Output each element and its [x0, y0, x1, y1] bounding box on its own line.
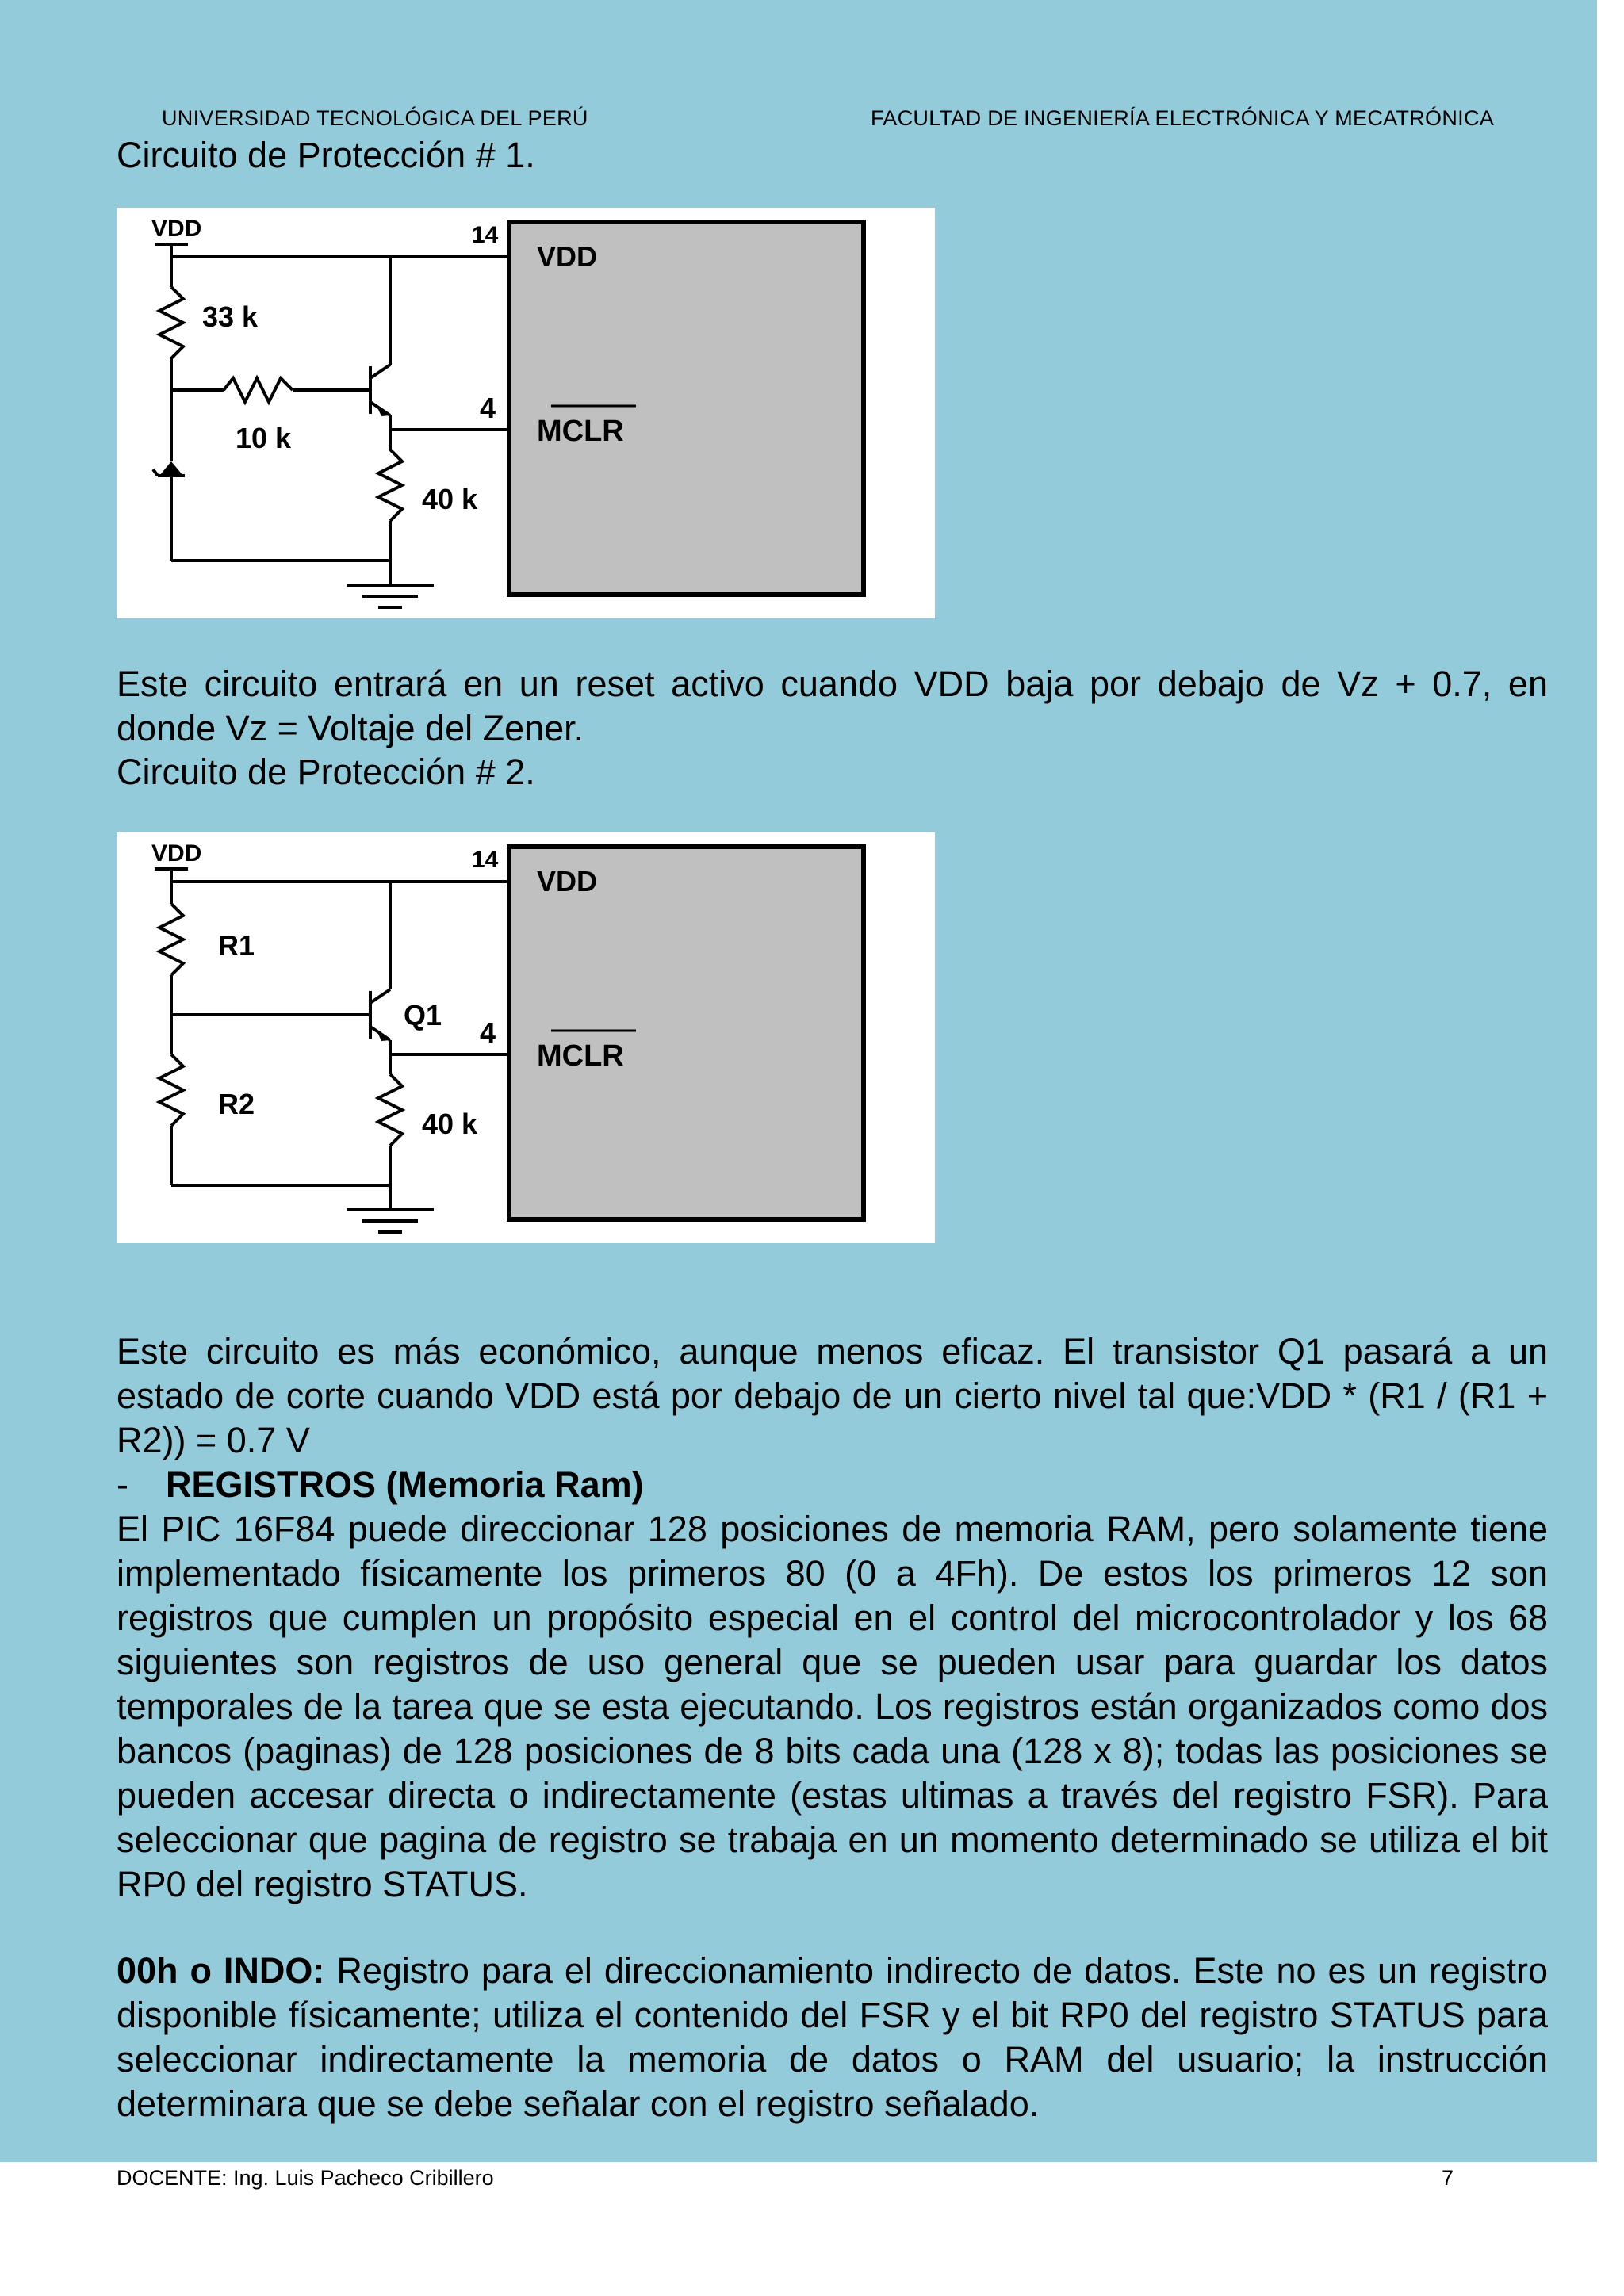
- registros-heading-line: [117, 1463, 1548, 1507]
- circuit2-pin4-label: 4: [480, 1016, 496, 1049]
- header-faculty: FACULTAD DE INGENIERÍA ELECTRÓNICA Y MECATRÓNICA: [871, 106, 1495, 130]
- circuit2-schematic: [117, 832, 935, 1243]
- indo-paragraph: [117, 1949, 1548, 2126]
- circuit2-resistor-40k-label: 40 k: [422, 1108, 478, 1140]
- circuit1-pin14-label: 14: [472, 222, 499, 248]
- circuit1-pin4-label: 4: [480, 392, 496, 424]
- circuit1-resistor-40k-label: 40 k: [422, 483, 478, 515]
- circuit1-title: Circuito de Protección # 1.: [117, 135, 535, 175]
- circuit1-description: Este circuito entrará en un reset activo cuando VDD baja por debajo de Vz + 0.7, en donde Vz = Voltaje del Zener.: [117, 664, 1548, 748]
- circuit1-diagram: [117, 208, 935, 618]
- circuit1-vdd-label: VDD: [151, 216, 202, 242]
- indo-text: Registro para el direccionamiento indirecto de datos. Este no es un registro disponible físicamente; utiliza el contenido del FSR y el bit RP0 del registro STATUS para seleccionar indirectamente la memoria de datos o RAM del usuario; la instrucción determinara que se debe señalar con el registro señalado.: [117, 1950, 1548, 2124]
- circuit2-pin14-label: 14: [472, 847, 499, 873]
- footer-docente: DOCENTE: Ing. Luis Pacheco Cribillero: [117, 2166, 494, 2190]
- circuit2-chip-vdd-label: VDD: [537, 865, 598, 897]
- header-university: UNIVERSIDAD TECNOLÓGICA DEL PERÚ: [162, 106, 588, 130]
- registros-paragraph: El PIC 16F84 puede direccionar 128 posiciones de memoria RAM, pero solamente tiene implementado físicamente los primeros 80 (0 a 4Fh). De estos los primeros 12 son registros que cumplen un propósito especial en el control del microcontrolador y los 68 siguientes son registros de uso general que se pueden usar para guardar los datos temporales de la tarea que se esta ejecutando. Los registros están organizados como dos bancos (paginas) de 128 posiciones de 8 bits cada una (128 x 8); todas las posiciones se pueden accesar directa o indirectamente (estas ultimas a través del registro FSR). Para seleccionar que pagina de registro se trabaja en un momento determinado se utiliza el bit RP0 del registro STATUS.: [117, 1509, 1548, 1904]
- circuit1-chip-vdd-label: VDD: [537, 240, 598, 273]
- circuit2-r2-label: R2: [218, 1088, 255, 1120]
- registros-heading: REGISTROS (Memoria Ram): [166, 1464, 644, 1505]
- circuit2-diagram: [117, 832, 935, 1243]
- circuit1-resistor-10k-label: 10 k: [236, 422, 292, 454]
- footer-page-number: 7: [1442, 2166, 1454, 2190]
- circuit1-resistor-33k-label: 33 k: [202, 300, 259, 333]
- circuit2-r1-label: R1: [218, 929, 255, 962]
- circuit2-description: Este circuito es más económico, aunque menos eficaz. El transistor Q1 pasará a un estado de corte cuando VDD está por debajo de un cierto nivel tal que:VDD * (R1 / (R1 + R2)) = 0.7 V: [117, 1331, 1548, 1460]
- circuit1-chip-mclr-label: MCLR: [537, 415, 624, 448]
- circuit2-vdd-label: VDD: [151, 840, 202, 867]
- circuit1-schematic: [117, 208, 935, 618]
- indo-term: 00h o INDO:: [117, 1950, 325, 1991]
- circuit2-q1-label: Q1: [404, 999, 442, 1031]
- circuit2-title: Circuito de Protección # 2.: [117, 752, 535, 792]
- registros-bullet: -: [117, 1464, 128, 1505]
- circuit2-chip-mclr-label: MCLR: [537, 1039, 624, 1073]
